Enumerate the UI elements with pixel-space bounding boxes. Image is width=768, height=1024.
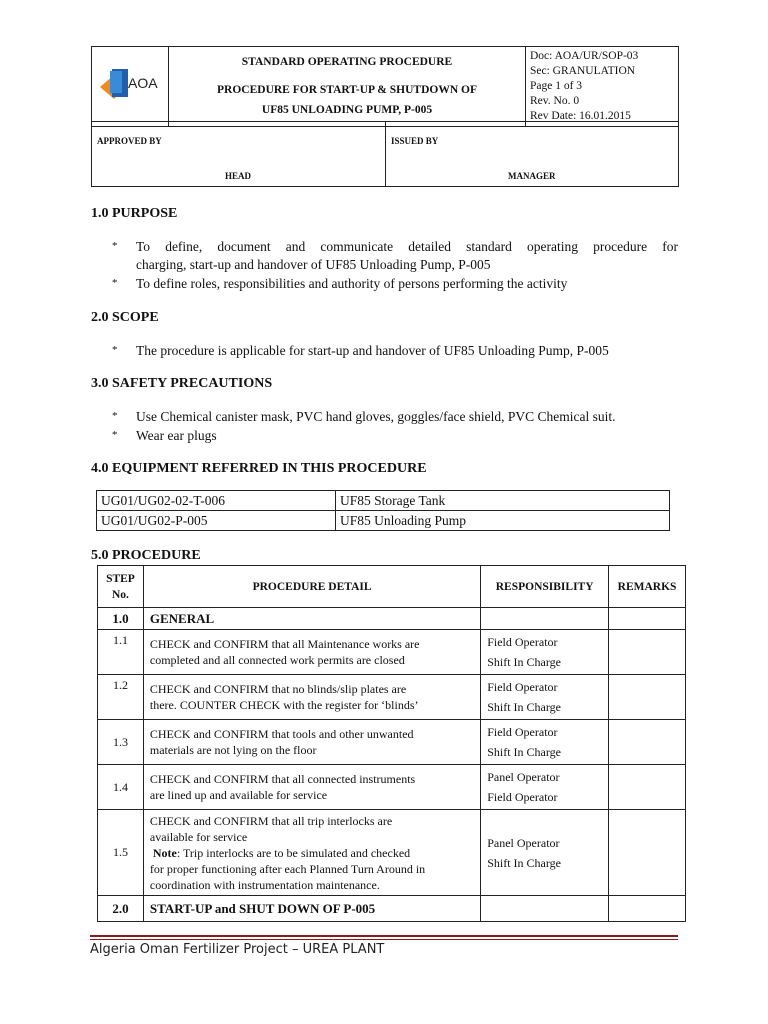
step-detail <box>143 675 480 720</box>
safety-heading: 3.0 SAFETY PRECAUTIONS <box>91 376 273 391</box>
step-detail-note <box>150 845 474 861</box>
step-number: 1.2 <box>98 675 144 720</box>
responsibility-line: Field Operator <box>487 725 558 739</box>
step-detail: START-UP and SHUT DOWN OF P-005 <box>143 896 480 922</box>
table-row <box>98 608 686 630</box>
issued-by-value: MANAGER <box>508 171 556 181</box>
responsibility-line: Field Operator <box>487 790 558 804</box>
document-header <box>91 46 679 127</box>
step-responsibility <box>481 765 609 810</box>
equipment-desc: UF85 Unloading Pump <box>336 511 670 531</box>
document-title <box>169 47 526 127</box>
step-number: 1.0 <box>98 608 144 630</box>
step-number: 1.1 <box>98 630 144 675</box>
table-row <box>98 765 686 810</box>
step-detail <box>143 720 480 765</box>
equipment-heading: 4.0 EQUIPMENT REFERRED IN THIS PROCEDURE <box>91 461 427 476</box>
bullet-icon: * <box>112 429 118 441</box>
step-remarks <box>609 630 686 675</box>
approved-by-value: HEAD <box>225 171 252 181</box>
purpose-bullet-1-line-1: To define, document and communicate detailed standard operating procedure for <box>136 239 678 254</box>
step-responsibility <box>481 896 609 922</box>
col-responsibility: RESPONSIBILITY <box>481 566 609 608</box>
col-detail: PROCEDURE DETAIL <box>143 566 480 608</box>
step-responsibility <box>481 720 609 765</box>
step-number: 1.5 <box>98 810 144 896</box>
responsibility-line: Shift In Charge <box>487 855 561 870</box>
step-detail-line: there. COUNTER CHECK with the register for ‘blinds’ <box>149 698 419 712</box>
title-line-1: STANDARD OPERATING PROCEDURE <box>241 55 453 68</box>
table-row <box>98 896 686 922</box>
step-detail-line: completed and all connected work permits are closed <box>149 653 405 667</box>
col-remarks: REMARKS <box>609 566 686 608</box>
note-text: : Trip interlocks are to be simulated and checked <box>176 845 411 860</box>
step-detail <box>143 810 480 896</box>
responsibility-line: Field Operator <box>487 680 558 694</box>
title-line-3: UF85 UNLOADING PUMP, P-005 <box>261 103 433 116</box>
step-detail <box>143 630 480 675</box>
step-detail <box>143 765 480 810</box>
safety-bullet-2-text: Wear ear plugs <box>136 428 217 443</box>
approved-by-cell <box>92 122 386 187</box>
purpose-bullet-1-line-2: charging, start-up and handover of UF85 Unloading Pump, P-005 <box>136 257 491 272</box>
table-row <box>98 720 686 765</box>
responsibility-line: Panel Operator <box>487 835 560 850</box>
document-control-info <box>526 47 679 127</box>
step-remarks <box>609 720 686 765</box>
table-row <box>98 810 686 896</box>
step-detail: GENERAL <box>143 608 480 630</box>
revision-date: Rev Date: 16.01.2015 <box>530 110 631 122</box>
step-detail-line: for proper functioning after each Planned Turn Around in <box>149 861 426 876</box>
step-number: 1.4 <box>98 765 144 810</box>
step-detail-line: CHECK and CONFIRM that all trip interlocks are <box>149 813 393 828</box>
issued-by-label: ISSUED BY <box>391 136 439 146</box>
step-detail-line: coordination with instrumentation maintenance. <box>149 877 380 892</box>
step-number: 1.3 <box>98 720 144 765</box>
page-number: Page 1 of 3 <box>530 80 583 92</box>
issued-by-cell <box>386 122 679 187</box>
col-step-line-2: No. <box>111 588 129 601</box>
purpose-heading: 1.0 PURPOSE <box>91 206 178 221</box>
step-remarks <box>609 608 686 630</box>
footer-rule-thin <box>90 939 678 940</box>
responsibility-line: Panel Operator <box>487 770 560 784</box>
doc-number: Doc: AOA/UR/SOP-03 <box>530 50 639 62</box>
table-row <box>98 630 686 675</box>
step-detail-line: materials are not lying on the floor <box>149 743 317 757</box>
step-responsibility <box>481 630 609 675</box>
col-step <box>98 566 144 608</box>
step-remarks <box>609 675 686 720</box>
bullet-icon: * <box>112 240 118 252</box>
col-step-line-1: STEP <box>106 572 135 585</box>
approved-by-label: APPROVED BY <box>97 136 162 146</box>
equipment-tag: UG01/UG02-02-T-006 <box>97 491 336 511</box>
step-number: 2.0 <box>98 896 144 922</box>
logo-text: AOA <box>128 75 158 91</box>
revision-number: Rev. No. 0 <box>530 95 580 107</box>
step-responsibility <box>481 675 609 720</box>
responsibility-line: Shift In Charge <box>487 655 561 669</box>
title-line-2: PROCEDURE FOR START-UP & SHUTDOWN OF <box>217 83 477 96</box>
bullet-icon: * <box>112 344 118 356</box>
step-detail-line: CHECK and CONFIRM that all Maintenance works are <box>149 637 420 651</box>
approval-table <box>91 121 679 187</box>
step-detail-line: available for service <box>149 829 248 844</box>
table-row <box>97 511 670 531</box>
procedure-heading: 5.0 PROCEDURE <box>91 548 201 563</box>
logo-cell <box>92 47 169 127</box>
footer-rule <box>90 935 678 937</box>
responsibility-line: Shift In Charge <box>487 745 561 759</box>
table-header-row <box>98 566 686 608</box>
equipment-tag: UG01/UG02-P-005 <box>97 511 336 531</box>
step-detail-line: are lined up and available for service <box>149 788 328 802</box>
purpose-bullet-2-text: To define roles, responsibilities and authority of persons performing the activity <box>136 276 568 291</box>
table-row <box>97 491 670 511</box>
table-row <box>98 675 686 720</box>
section: Sec: GRANULATION <box>530 65 636 77</box>
note-label: Note <box>152 845 177 860</box>
responsibility-line: Field Operator <box>487 635 558 649</box>
step-detail-line: CHECK and CONFIRM that no blinds/slip plates are <box>149 682 407 696</box>
bullet-icon: * <box>112 410 118 422</box>
step-detail-line: CHECK and CONFIRM that all connected instruments <box>149 772 416 786</box>
procedure-table <box>97 565 686 922</box>
scope-bullet-1-text: The procedure is applicable for start-up and handover of UF85 Unloading Pump, P-005 <box>136 343 609 358</box>
step-responsibility <box>481 608 609 630</box>
safety-bullet-1-text: Use Chemical canister mask, PVC hand gloves, goggles/face shield, PVC Chemical suit. <box>136 409 616 424</box>
step-remarks <box>609 896 686 922</box>
equipment-table <box>96 490 670 531</box>
responsibility-line: Shift In Charge <box>487 700 561 714</box>
step-remarks <box>609 810 686 896</box>
step-remarks <box>609 765 686 810</box>
equipment-desc: UF85 Storage Tank <box>336 491 670 511</box>
footer-text: Algeria Oman Fertilizer Project – UREA PLANT <box>90 942 385 957</box>
step-responsibility <box>481 810 609 896</box>
step-detail-line: CHECK and CONFIRM that tools and other unwanted <box>149 727 414 741</box>
scope-heading: 2.0 SCOPE <box>91 310 159 325</box>
bullet-icon: * <box>112 277 118 289</box>
